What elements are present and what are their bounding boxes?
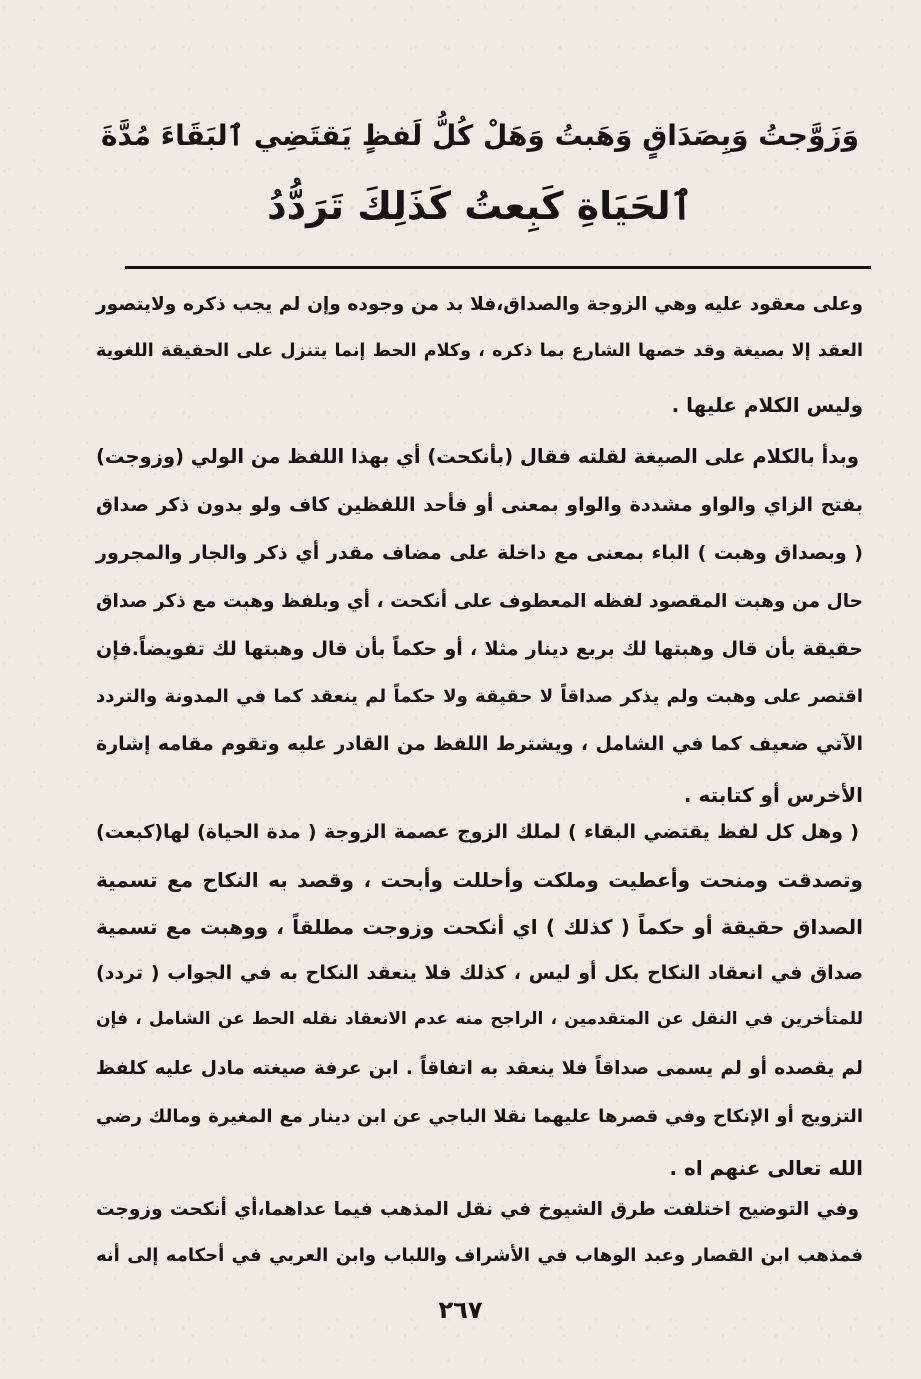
text-line-2: العقد إلا بصيغة وقد خصها الشارع بما ذكره ، وكلام الحط إنما يتنزل على الحقيقة اللغوية bbox=[96, 341, 863, 361]
text-line-5: بفتح الزاي والواو مشددة والواو بمعنى أو فأحد اللفظين كاف ولو بدون ذكر صداق bbox=[96, 494, 863, 516]
text-line-18: التزويج أو الإنكاح وفي قصرها عليهما نقلا الباجي عن ابن دينار مع المغيرة ومالك رضي bbox=[96, 1106, 863, 1127]
text-line-6: ( وبصداق وهبت ) الباء بمعنى مع داخلة على مضاف مقدر أي ذكر والجار والمجرور bbox=[96, 542, 863, 564]
text-line-3: وليس الكلام عليها . bbox=[671, 393, 863, 417]
text-line-9: اقتصر على وهبت ولم يذكر صداقاً لا حقيقة ولا حكماً لم ينعقد كما في المدونة والتردد bbox=[96, 686, 863, 707]
text-line-19: الله تعالى عنهم اه . bbox=[669, 1156, 863, 1180]
text-line-10: الآتي ضعيف كما في الشامل ، ويشترط اللفظ من القادر عليه وتقوم مقامه إشارة bbox=[96, 733, 863, 755]
heading-divider bbox=[125, 266, 871, 269]
matn-verse-line-1: وَزَوَّجتُ وَبِصَدَاقٍ وَهَبتُ وَهَلْ كُلُّ لَفظٍ يَقتَضِي ٱلبَقَاءَ مُدَّةَ bbox=[100, 119, 860, 152]
page-number: ٢٦٧ bbox=[438, 1296, 483, 1324]
text-line-14: الصداق حقيقة أو حكماً ( كذلك ) اي أنكحت وزوجت مطلقاً ، ووهبت مع تسمية bbox=[96, 915, 863, 939]
text-line-11: الأخرس أو كتابته . bbox=[683, 783, 863, 807]
text-line-17: لم يقصده أو لم يسمى صداقاً فلا ينعقد به اتفاقاً . ابن عرفة صيغته مادل عليه كلفظ bbox=[96, 1058, 863, 1079]
text-line-4: وبدأ بالكلام على الصيغة لقلته فقال (بأنكحت) أي بهذا اللفظ من الولي (وزوجت) bbox=[96, 445, 859, 468]
text-line-1: وعلى معقود عليه وهي الزوجة والصداق،فلا بد من وجوده وإن لم يجب ذكره ولايتصور bbox=[96, 294, 863, 315]
text-line-8: حقيقة بأن قال وهبتها لك بربع دينار مثلا ، أو حكماً بأن قال وهبتها لك تفويضاً.فإن bbox=[96, 638, 863, 660]
text-line-7: حال من وهبت المقصود لفظه المعطوف على أنكحت ، أي وبلفظ وهبت مع ذكر صداق bbox=[96, 591, 863, 612]
text-line-13: وتصدقت ومنحت وأعطيت وملكت وأحللت وأبحت ، وقصد به النكاح مع تسمية bbox=[96, 868, 863, 892]
text-line-20: وفي التوضيح اختلفت طرق الشيوخ في نقل المذهب فيما عداهما،أي أنكحت وزوجت bbox=[96, 1199, 859, 1220]
text-line-16: للمتأخرين في النقل عن المتقدمين ، الراجح منه عدم الانعقاد نقله الحط عن الشامل ، فإن bbox=[96, 1009, 863, 1029]
text-line-12: ( وهل كل لفظ يقتضي البقاء ) لملك الزوج عصمة الزوجة ( مدة الحياة) لها(كبعت) bbox=[96, 821, 859, 843]
matn-verse-line-2: ٱلحَيَاةِ كَبِعتُ كَذَلِكَ تَرَدُّدُ bbox=[267, 184, 693, 228]
text-line-15: صداق في انعقاد النكاح بكل أو ليس ، كذلك فلا ينعقد النكاح به في الجواب ( تردد) bbox=[96, 962, 863, 984]
text-line-21: فمذهب ابن القصار وعبد الوهاب في الأشراف واللباب وابن العربي في أحكامه إلى أنه bbox=[96, 1245, 863, 1266]
